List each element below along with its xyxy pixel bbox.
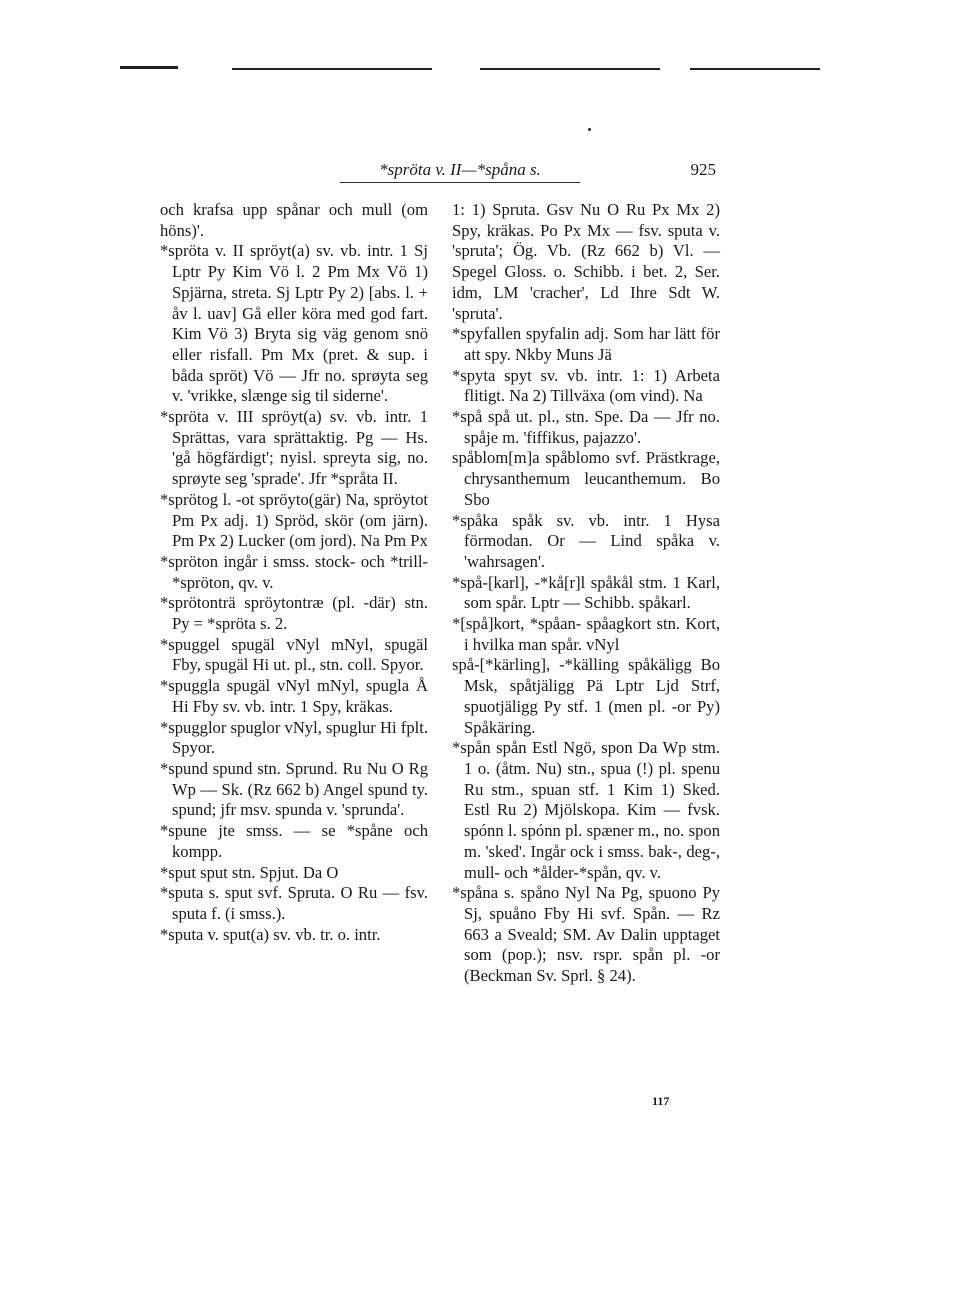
dictionary-entry: *sput sput stn. Spjut. Da O bbox=[160, 862, 339, 882]
dictionary-entry: *spund spund stn. Sprund. Ru Nu O Rg Wp — Sk. (Rz 662 b) Angel spund ty. spund; jfr msv. spunda v. 'sprunda'. bbox=[160, 758, 428, 820]
top-rule bbox=[690, 68, 820, 70]
dictionary-entry: *spröton ingår i smss. stock- och *trill-*spröton, qv. v. bbox=[160, 551, 428, 592]
dictionary-entry: och krafsa upp spånar och mull (om höns)'. bbox=[160, 200, 428, 240]
dictionary-entry: *spune jte smss. — se *spåne och kompp. bbox=[160, 821, 428, 861]
dictionary-entry: *spåna s. spåno Nyl Na Pg, spuono Py Sj, spuåno Fby Hi svf. Spån. — Rz 663 a Sveald; SM. Av Dalin upptaget som (pop.); nsv. rspr. spån pl. -or (Beckman Sv. Sprl. § 24). bbox=[452, 883, 720, 986]
dictionary-entry: spåblom[m]a spåblomo svf. Prästkrage, chrysanthemum leucanthemum. Bo Sbo bbox=[452, 448, 720, 509]
signature-mark: 117 bbox=[652, 1094, 670, 1108]
dictionary-entry: 1: 1) Spruta. Gsv Nu O Ru Px Mx 2) Spy, kräkas. Po Px Mx — fsv. sputa v. 'spruta'; Ög. Vb. (Rz 662 b) Vl. — Spegel Gloss. o. Schibb. i bet. 2, Ser. idm, LM 'cracher', Ld Ihre Sdt W. 'spruta'. bbox=[452, 200, 720, 323]
dictionary-entry: *spyta spyt sv. vb. intr. 1: 1) Arbeta flitigt. Na 2) Tillväxa (om vind). Na bbox=[452, 365, 720, 406]
dictionary-entry: *spuggel spugäl vNyl mNyl, spugäl Fby, spugäl Hi ut. pl., stn. coll. Spyor. bbox=[160, 634, 428, 675]
dictionary-entry: *spå spå ut. pl., stn. Spe. Da — Jfr no. spåje m. 'fiffikus, pajazzo'. bbox=[452, 407, 720, 447]
dictionary-entry: *spuggla spugäl vNyl mNyl, spugla Å Hi Fby sv. vb. intr. 1 Spy, kräkas. bbox=[160, 676, 428, 716]
dictionary-entry: *sputa s. sput svf. Spruta. O Ru — fsv. sputa f. (i smss.). bbox=[160, 883, 428, 923]
speck bbox=[588, 128, 591, 131]
top-rule bbox=[232, 68, 432, 70]
left-column bbox=[160, 200, 428, 945]
dictionary-entry: *spyfallen spyfalin adj. Som har lätt för att spy. Nkby Muns Jä bbox=[452, 324, 720, 364]
dictionary-entry: *spåka spåk sv. vb. intr. 1 Hysa förmodan. Or — Lind spåka v. 'wahrsagen'. bbox=[452, 510, 720, 571]
dictionary-entry: spå-[*kärling], -*källing spåkäligg Bo Msk, spåtjäligg Pä Lptr Ljd Strf, spuotjäligg Py stf. 1 (men pl. -or Py) Spåkäring. bbox=[452, 655, 720, 737]
dictionary-entry: *[spå]kort, *spåan- spåagkort stn. Kort, i hvilka man spår. vNyl bbox=[452, 614, 720, 654]
top-rule bbox=[480, 68, 660, 70]
running-head: *spröta v. II—*spåna s. bbox=[340, 160, 580, 183]
dictionary-entry: *sprötog l. -ot spröyto(gär) Na, spröytot Pm Px adj. 1) Spröd, skör (om järn). Pm Px 2) Lucker (om jord). Na Pm Px bbox=[160, 489, 428, 551]
dictionary-entry: *sprötonträ spröytontræ (pl. -där) stn. Py = *spröta s. 2. bbox=[160, 593, 428, 634]
dictionary-entry: *sputa v. sput(a) sv. vb. tr. o. intr. bbox=[160, 924, 381, 944]
page-number: 925 bbox=[690, 160, 716, 179]
dictionary-entry: *spå-[karl], -*kå[r]l spåkål stm. 1 Karl, som spår. Lptr — Schibb. spåkarl. bbox=[452, 572, 720, 613]
dictionary-entry: *spröta v. III spröyt(a) sv. vb. intr. 1 Sprättas, vara sprättaktig. Pg — Hs. 'gå högfärdigt'; nyisl. spreyta sig, no. sprøyte seg 'sprade'. Jfr *språta II. bbox=[160, 407, 428, 489]
right-column bbox=[452, 200, 720, 987]
top-rule bbox=[120, 66, 178, 69]
dictionary-entry: *spröta v. II spröyt(a) sv. vb. intr. 1 Sj Lptr Py Kim Vö l. 2 Pm Mx Vö 1) Spjärna, streta. Sj Lptr Py 2) [abs. l. + åv l. uav] Gå eller köra med god fart. Kim Vö 3) Bryta sig väg genom snö eller risfall. Pm Mx (pret. & sup. i båda spröt) Vö — Jfr no. sprøyta seg v. 'vrikke, slænge sig til siderne'. bbox=[160, 241, 428, 406]
dictionary-entry: *spugglor spuglor vNyl, spuglur Hi fplt. Spyor. bbox=[160, 717, 428, 758]
dictionary-entry: *spån spån Estl Ngö, spon Da Wp stm. 1 o. (åtm. Nu) stn., spua (!) pl. spenu Ru stm., spuan stf. 1 Kim 1) Sked. Estl Ru 2) Mjölskopa. Kim — fvsk. spónn l. spónn pl. spæner m., no. spon m. 'sked'. Ingår ock i smss. bak-, deg-, mull- och *ålder-*spån, qv. v. bbox=[452, 738, 720, 882]
